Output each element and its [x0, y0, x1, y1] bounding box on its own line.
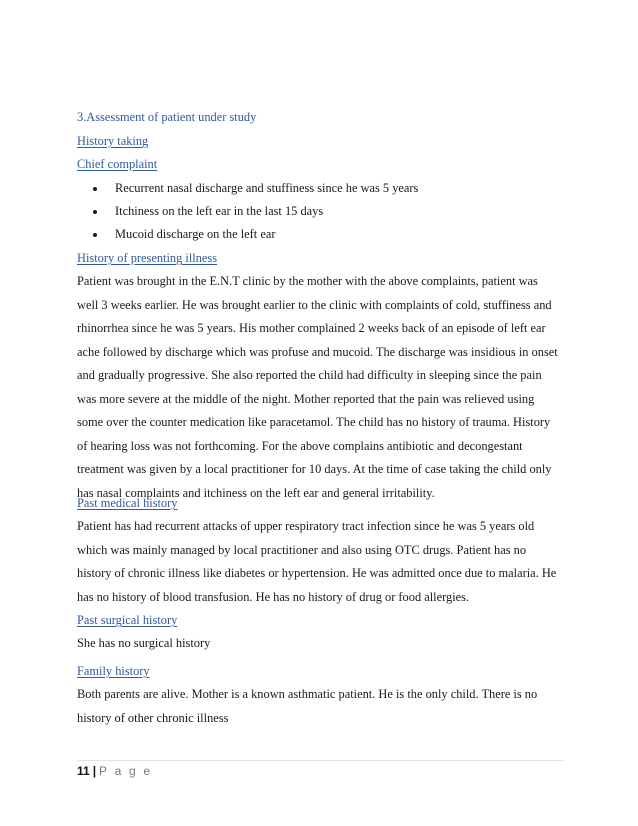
chief-complaint-list [90, 180, 418, 249]
page-label: P a g e [99, 764, 153, 778]
paragraph-line: She has no surgical history [77, 636, 211, 650]
paragraph-line: Patient has had recurrent attacks of upper respiratory tract infection since he was 5 years old [77, 519, 535, 533]
section-title: 3.Assessment of patient under study [77, 110, 257, 124]
history-taking-heading[interactable]: History taking [77, 134, 149, 148]
family-history-paragraph [77, 686, 577, 733]
hpi-heading[interactable]: History of presenting illness [77, 251, 218, 265]
list-item-text: Mucoid discharge on the left ear [115, 227, 276, 241]
paragraph-line: some over the counter medication like paracetamol. The child has no history of trauma. History [77, 415, 551, 429]
hpi-paragraph [77, 273, 577, 508]
paragraph-line: rhinorrhea since he was 5 years. His mother complained 2 weeks back of an episode of left ear [77, 321, 546, 335]
paragraph-line: and gradually progressive. She also reported the child had difficulty in sleeping since the pain [77, 368, 542, 382]
page-number: 11 [77, 764, 90, 778]
paragraph-line: Patient was brought in the E.N.T clinic by the mother with the above complaints, patient was [77, 274, 538, 288]
bullet-icon [93, 210, 97, 214]
paragraph-line: ache followed by discharge which was profuse and mucoid. The discharge was insidious in onset [77, 344, 558, 359]
bullet-icon [93, 187, 97, 191]
paragraph-line: has no history of blood transfusion. He has no history of drug or food allergies. [77, 589, 470, 604]
chief-complaint-heading[interactable]: Chief complaint [77, 157, 158, 171]
page-footer [77, 764, 152, 778]
paragraph-line: of hearing loss was not forthcoming. For the above complains antibiotic and decongestant [77, 438, 523, 453]
paragraph-line: has nasal complaints and itchiness on the left ear and general irritability. [77, 485, 435, 500]
paragraph-line: history of chronic illness like diabetes or hypertension. He was admitted once due to malaria. He [77, 566, 557, 580]
list-item [90, 226, 418, 249]
paragraph-line: was more severe at the middle of the night. Mother reported that the pain was relieved using [77, 391, 535, 406]
past-surgical-heading[interactable]: Past surgical history [77, 613, 178, 627]
list-item-text: Recurrent nasal discharge and stuffiness since he was 5 years [115, 181, 419, 195]
footer-divider [77, 760, 564, 761]
past-surgical-paragraph [77, 635, 577, 659]
paragraph-line: which was mainly managed by local practitioner and also using OTC drugs. Patient has no [77, 542, 527, 557]
paragraph-line: treatment was given by a local practitioner for 10 days. At the time of case taking the child only [77, 462, 552, 476]
paragraph-line: well 3 weeks earlier. He was brought earlier to the clinic with complaints of cold, stuffiness and [77, 297, 552, 312]
past-medical-heading[interactable]: Past medical history [77, 496, 178, 510]
bullet-icon [93, 233, 97, 237]
past-medical-paragraph [77, 518, 577, 612]
paragraph-line: Both parents are alive. Mother is a known asthmatic patient. He is the only child. There is no [77, 687, 538, 701]
paragraph-line: history of other chronic illness [77, 710, 229, 725]
footer-separator: | [92, 764, 97, 778]
family-history-heading[interactable]: Family history [77, 664, 150, 678]
list-item-text: Itchiness on the left ear in the last 15 days [115, 204, 324, 218]
list-item [90, 180, 418, 203]
list-item [90, 203, 418, 226]
